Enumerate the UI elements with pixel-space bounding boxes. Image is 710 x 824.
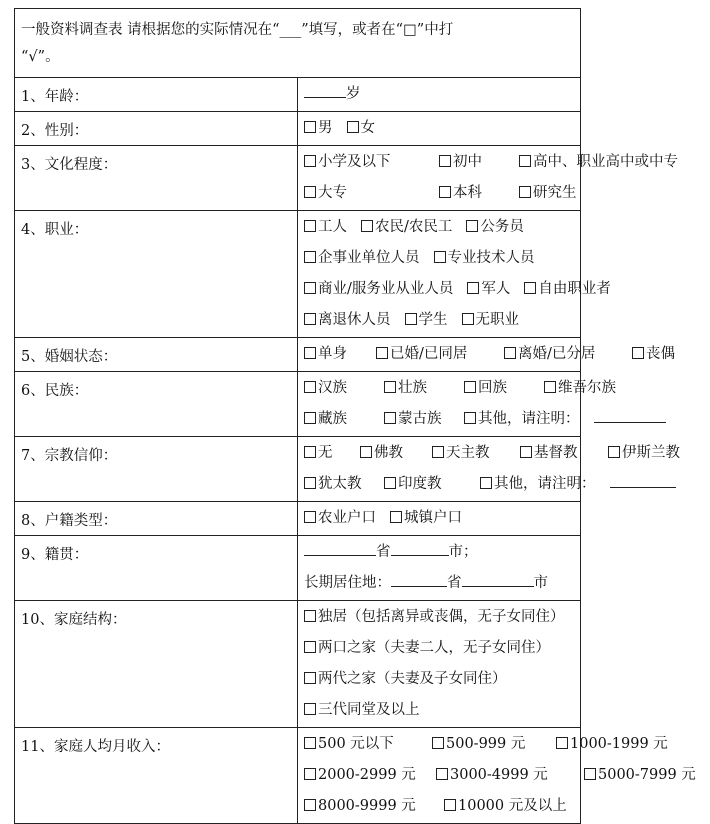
option-label: 离婚/已分居 <box>518 346 596 362</box>
option[interactable] <box>304 178 439 209</box>
option-label: 研究生 <box>533 185 577 201</box>
answer-cell <box>298 338 675 372</box>
answer-line <box>304 568 580 599</box>
option-label: 学生 <box>418 312 448 328</box>
checkbox-icon[interactable] <box>376 347 388 359</box>
checkbox-icon[interactable] <box>304 768 316 780</box>
question-label <box>15 112 298 146</box>
option[interactable] <box>304 305 391 336</box>
checkbox-icon[interactable] <box>519 155 531 167</box>
option[interactable] <box>544 373 616 404</box>
static-text: 市； <box>448 544 478 560</box>
header-row <box>15 9 581 78</box>
option[interactable] <box>304 729 432 760</box>
option-label: 小学及以下 <box>318 154 391 170</box>
checkbox-icon[interactable] <box>347 121 359 133</box>
question-row <box>15 502 581 536</box>
option[interactable] <box>464 373 544 404</box>
option-label: 500 元以下 <box>318 736 394 752</box>
checkbox-icon[interactable] <box>556 737 568 749</box>
checkbox-icon[interactable] <box>304 313 316 325</box>
option[interactable] <box>439 147 519 178</box>
option[interactable] <box>360 438 432 469</box>
answer-line <box>304 760 696 791</box>
option[interactable] <box>384 373 464 404</box>
checkbox-icon[interactable] <box>304 412 316 424</box>
option-label: 公务员 <box>480 219 524 235</box>
question-row <box>15 338 581 372</box>
option-label: 城镇户口 <box>404 510 462 526</box>
option[interactable] <box>608 438 680 469</box>
question-label-text: 6、民族： <box>21 383 89 399</box>
checkbox-icon[interactable] <box>384 477 396 489</box>
question-label-text: 3、文化程度： <box>21 157 118 173</box>
checkbox-icon[interactable] <box>304 703 316 715</box>
checkbox-icon[interactable] <box>436 768 448 780</box>
question-label-text: 7、宗教信仰： <box>21 448 118 464</box>
option[interactable] <box>524 274 611 305</box>
option[interactable] <box>384 404 464 435</box>
static-text: 省 <box>447 575 462 591</box>
checkbox-icon[interactable] <box>390 511 402 523</box>
option[interactable] <box>444 791 567 822</box>
fill-in-blank[interactable] <box>304 83 346 98</box>
option-label: 三代同堂及以上 <box>318 702 420 718</box>
question-label <box>15 78 298 112</box>
checkbox-icon[interactable] <box>432 737 444 749</box>
option-label: 基督教 <box>534 445 578 461</box>
question-label <box>15 601 298 728</box>
checkbox-icon[interactable] <box>304 347 316 359</box>
option-label: 佛教 <box>374 445 403 461</box>
question-label-text: 8、户籍类型： <box>21 513 118 529</box>
checkbox-icon[interactable] <box>467 282 479 294</box>
option[interactable] <box>390 503 462 534</box>
answer-line <box>304 178 580 209</box>
option-label: 单身 <box>318 346 347 362</box>
answer-line <box>304 633 580 664</box>
question-row <box>15 372 581 437</box>
option[interactable] <box>432 729 556 760</box>
option[interactable] <box>304 633 550 664</box>
option-label: 藏族 <box>318 411 347 427</box>
checkbox-icon[interactable] <box>608 446 620 458</box>
option-label: 初中 <box>453 154 482 170</box>
option[interactable] <box>556 729 668 760</box>
option[interactable] <box>304 469 384 500</box>
option[interactable] <box>304 243 420 274</box>
question-label <box>15 502 298 536</box>
checkbox-icon[interactable] <box>524 282 536 294</box>
checkbox-icon[interactable] <box>304 121 316 133</box>
option[interactable] <box>466 212 524 243</box>
option-label: 农业户口 <box>318 510 376 526</box>
answer-cell <box>298 502 581 536</box>
option[interactable] <box>376 339 504 370</box>
checkbox-icon[interactable] <box>464 381 476 393</box>
checkbox-icon[interactable] <box>519 186 531 198</box>
option[interactable] <box>384 469 480 500</box>
fill-in-blank[interactable] <box>594 408 666 423</box>
checkbox-icon[interactable] <box>304 186 316 198</box>
question-label <box>15 728 298 824</box>
answer-line <box>304 339 675 370</box>
option[interactable] <box>304 503 376 534</box>
option[interactable] <box>584 760 696 791</box>
checkbox-icon[interactable] <box>304 799 316 811</box>
option[interactable] <box>304 602 565 633</box>
answer-line <box>304 695 580 726</box>
option-label: 5000-7999 元 <box>598 767 696 783</box>
answer-line <box>304 212 580 243</box>
checkbox-icon[interactable] <box>304 737 316 749</box>
question-label <box>15 146 298 211</box>
option[interactable] <box>304 438 360 469</box>
option-label: 1000-1999 元 <box>570 736 668 752</box>
checkbox-icon[interactable] <box>304 251 316 263</box>
checkbox-icon[interactable] <box>304 220 316 232</box>
option[interactable] <box>519 147 678 178</box>
checkbox-icon[interactable] <box>304 477 316 489</box>
option[interactable] <box>304 274 453 305</box>
option[interactable] <box>520 438 608 469</box>
answer-line <box>304 404 580 435</box>
option-label: 3000-4999 元 <box>450 767 548 783</box>
option-label: 回族 <box>478 380 507 396</box>
option[interactable] <box>304 113 333 144</box>
survey-table <box>14 8 696 824</box>
checkbox-icon[interactable] <box>361 220 373 232</box>
answer-cell <box>298 211 611 338</box>
option-label: 女 <box>360 120 375 136</box>
answer-cell <box>298 728 696 824</box>
question-label-text: 10、家庭结构： <box>21 612 127 628</box>
option-label: 蒙古族 <box>398 411 442 427</box>
option-label: 男 <box>318 120 333 136</box>
form-header <box>15 9 581 78</box>
answer-line <box>304 503 580 534</box>
checkbox-icon[interactable] <box>439 186 451 198</box>
option[interactable] <box>632 339 675 370</box>
checkbox-icon[interactable] <box>304 672 316 684</box>
option-label: 专业技术人员 <box>447 250 535 266</box>
option-label: 500-999 元 <box>446 736 526 752</box>
question-label <box>15 372 298 437</box>
fill-in-blank[interactable] <box>391 541 449 556</box>
static-text: 省 <box>376 544 391 560</box>
option-label: 两代之家（夫妻及子女同住） <box>318 671 507 687</box>
option-label: 犹太教 <box>318 476 362 492</box>
checkbox-icon[interactable] <box>462 313 474 325</box>
option-label: 两口之家（夫妻二人，无子女同住） <box>318 640 550 656</box>
option[interactable] <box>304 695 420 726</box>
question-label <box>15 211 298 338</box>
question-label <box>15 536 298 601</box>
option[interactable] <box>304 664 507 695</box>
checkbox-icon[interactable] <box>520 446 532 458</box>
answer-cell <box>298 437 680 502</box>
fill-in-blank[interactable] <box>610 473 676 488</box>
checkbox-icon[interactable] <box>434 251 446 263</box>
checkbox-icon[interactable] <box>480 477 492 489</box>
question-row <box>15 146 581 211</box>
option[interactable] <box>304 760 436 791</box>
checkbox-icon[interactable] <box>466 220 478 232</box>
answer-line <box>304 537 580 568</box>
checkbox-icon[interactable] <box>360 446 372 458</box>
option-label: 军人 <box>481 281 511 297</box>
checkbox-icon[interactable] <box>304 446 316 458</box>
checkbox-icon[interactable] <box>464 412 476 424</box>
fill-in-blank[interactable] <box>304 541 376 556</box>
answer-cell <box>298 146 678 211</box>
option-label: 农民/农民工 <box>375 219 453 235</box>
option[interactable] <box>480 469 596 500</box>
checkbox-icon[interactable] <box>504 347 516 359</box>
question-row <box>15 78 581 112</box>
option-label: 2000-2999 元 <box>318 767 416 783</box>
fill-in-blank[interactable] <box>462 572 534 587</box>
option[interactable] <box>304 212 347 243</box>
option-label: 壮族 <box>398 380 427 396</box>
option-label: 维吾尔族 <box>558 380 616 396</box>
question-row <box>15 437 581 502</box>
answer-line <box>304 791 580 822</box>
answer-line <box>304 373 616 404</box>
fill-in-blank[interactable] <box>391 572 447 587</box>
option-label: 企事业单位人员 <box>318 250 420 266</box>
option-label: 无 <box>318 445 333 461</box>
answer-line <box>304 274 611 305</box>
option-label: 天主教 <box>446 445 490 461</box>
option[interactable] <box>304 404 384 435</box>
question-label-text: 9、籍贯： <box>21 547 89 563</box>
answer-line <box>304 664 580 695</box>
checkbox-icon[interactable] <box>432 446 444 458</box>
option-label: 其他，请注明： <box>494 476 596 492</box>
answer-cell <box>298 372 616 437</box>
option-label: 高中、职业高中或中专 <box>533 154 678 170</box>
option-label: 丧偶 <box>646 346 675 362</box>
checkbox-icon[interactable] <box>304 511 316 523</box>
question-label-text: 4、职业： <box>21 222 89 238</box>
option[interactable] <box>462 305 520 336</box>
question-row <box>15 536 581 601</box>
answer-line <box>304 147 678 178</box>
option-label: 大专 <box>318 185 347 201</box>
answer-line <box>304 79 580 110</box>
answer-cell <box>298 112 581 146</box>
option[interactable] <box>436 760 584 791</box>
static-text: 市 <box>533 575 548 591</box>
option[interactable] <box>432 438 520 469</box>
checkbox-icon[interactable] <box>304 282 316 294</box>
option-label: 伊斯兰教 <box>622 445 680 461</box>
checkbox-icon[interactable] <box>304 155 316 167</box>
static-text: 岁 <box>346 86 361 102</box>
option-label: 自由职业者 <box>538 281 611 297</box>
checkbox-icon[interactable] <box>384 412 396 424</box>
answer-line <box>304 113 580 144</box>
answer-line <box>304 602 580 633</box>
option-label: 本科 <box>453 185 482 201</box>
question-label-text: 5、婚姻状态： <box>21 349 118 365</box>
option[interactable] <box>439 178 519 209</box>
header-line-1: 一般资料调查表 请根据您的实际情况在“___”填写，或者在“□”中打 <box>21 22 454 38</box>
answer-line <box>304 305 580 336</box>
answer-cell <box>298 536 581 601</box>
option[interactable] <box>519 178 577 209</box>
question-row <box>15 601 581 728</box>
option-label: 10000 元及以上 <box>458 798 567 814</box>
checkbox-icon[interactable] <box>632 347 644 359</box>
checkbox-icon[interactable] <box>405 313 417 325</box>
checkbox-icon[interactable] <box>439 155 451 167</box>
checkbox-icon[interactable] <box>304 381 316 393</box>
question-label-text: 2、性别： <box>21 123 89 139</box>
option-label: 8000-9999 元 <box>318 798 416 814</box>
checkbox-icon[interactable] <box>544 381 556 393</box>
answer-line <box>304 469 596 500</box>
checkbox-icon[interactable] <box>444 799 456 811</box>
option-label: 印度教 <box>398 476 442 492</box>
answer-line <box>304 243 580 274</box>
option-label: 汉族 <box>318 380 347 396</box>
option[interactable] <box>434 243 535 274</box>
option-label: 独居（包括离异或丧偶，无子女同住） <box>318 609 565 625</box>
survey-form <box>14 8 696 824</box>
option[interactable] <box>304 791 444 822</box>
option-label: 无职业 <box>475 312 519 328</box>
question-row <box>15 728 581 824</box>
option[interactable] <box>405 305 448 336</box>
checkbox-icon[interactable] <box>304 610 316 622</box>
option-label: 已婚/已同居 <box>390 346 468 362</box>
question-label-text: 1、年龄： <box>21 89 89 105</box>
option-label: 工人 <box>318 219 347 235</box>
option-label: 商业/服务业从业人员 <box>318 281 454 297</box>
option[interactable] <box>304 339 376 370</box>
question-row <box>15 211 581 338</box>
checkbox-icon[interactable] <box>584 768 596 780</box>
option-label: 离退休人员 <box>318 312 391 328</box>
question-label <box>15 437 298 502</box>
option[interactable] <box>361 212 452 243</box>
option[interactable] <box>304 373 384 404</box>
answer-cell <box>298 78 581 112</box>
option-label: 其他，请注明： <box>478 411 580 427</box>
static-text: 长期居住地： <box>304 575 391 591</box>
option[interactable] <box>464 404 580 435</box>
header-line-2: “√”。 <box>21 49 60 65</box>
answer-line <box>304 729 668 760</box>
checkbox-icon[interactable] <box>384 381 396 393</box>
answer-line <box>304 438 680 469</box>
question-label <box>15 338 298 372</box>
option[interactable] <box>504 339 632 370</box>
option[interactable] <box>467 274 510 305</box>
option[interactable] <box>347 113 376 144</box>
question-row <box>15 112 581 146</box>
option[interactable] <box>304 147 439 178</box>
question-label-text: 11、家庭人均月收入： <box>21 739 170 755</box>
answer-cell <box>298 601 581 728</box>
checkbox-icon[interactable] <box>304 641 316 653</box>
